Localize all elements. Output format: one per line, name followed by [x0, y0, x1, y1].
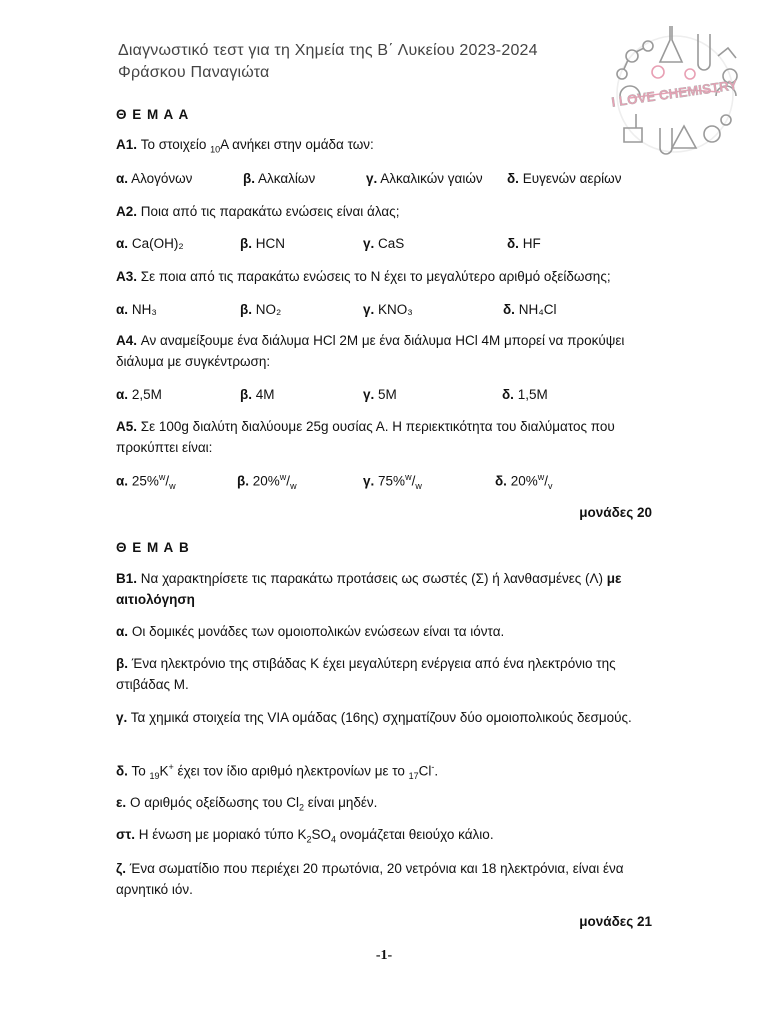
- option-d: δ. HF: [507, 236, 541, 251]
- svg-text:I LOVE CHEMISTRY: I LOVE CHEMISTRY: [610, 77, 739, 110]
- chemistry-logo: [600, 16, 750, 166]
- option-d: δ. $20\%^w/_v$: [495, 472, 553, 492]
- option-a: α. Αλογόνων: [116, 171, 193, 186]
- question-text: Σε 100g διαλύτη διαλύουμε 25g ουσίας Α. Η περιεκτικότητα του διαλύματος που προκύπτει είναι:: [116, 419, 615, 455]
- option-a: α. $25\%^w/_w$: [116, 472, 176, 492]
- question-number: A2.: [116, 204, 138, 219]
- options-a3: [0, 302, 768, 322]
- option-b: β. $20\%^w/_w$: [237, 472, 297, 492]
- question-a3: [116, 269, 611, 284]
- option-b: β. NO₂: [240, 302, 282, 317]
- question-text: Α ανήκει στην ομάδα των:: [220, 137, 374, 152]
- question-a1: [116, 137, 374, 155]
- option-a: α. Ca(OH)₂: [116, 236, 184, 251]
- question-text: Σε ποια από τις παρακάτω ενώσεις το Ν έχει το μεγαλύτερο αριθμό οξείδωσης;: [140, 269, 611, 284]
- chemistry-lab-icon: [600, 16, 750, 166]
- section-heading-a: Θ Ε Μ Α Α: [116, 107, 190, 122]
- question-text: Αν αναμείξουμε ένα διάλυμα HCl 2M με ένα διάλυμα HCl 4M μπορεί να προκύψει διάλυμα με συγκέντρωση:: [116, 333, 625, 369]
- section-heading-b: Θ Ε Μ Α Β: [116, 540, 190, 555]
- options-a4: [0, 387, 768, 407]
- question-b1: [116, 568, 656, 610]
- statement-f: στ. Η ένωση με μοριακό τύπο $K_2SO_4$ ονομάζεται θειούχο κάλιο.: [116, 827, 494, 845]
- question-number: A1.: [116, 137, 138, 152]
- option-c: γ. KNO₃: [363, 302, 413, 317]
- option-b: β. Αλκαλίων: [243, 171, 316, 186]
- question-text: Ποια από τις παρακάτω ενώσεις είναι άλας;: [140, 204, 400, 219]
- option-b: β. HCN: [240, 236, 286, 251]
- statement-a: α. Οι δομικές μονάδες των ομοιοπολικών ενώσεων είναι τα ιόντα.: [116, 624, 505, 639]
- option-c: γ. $75\%^w/_w$: [363, 472, 422, 492]
- option-a: α. 2,5M: [116, 387, 162, 402]
- question-number: A5.: [116, 419, 138, 434]
- options-a2: [0, 236, 768, 256]
- document-author: Φράσκου Παναγιώτα: [118, 64, 270, 81]
- question-text: Να χαρακτηρίσετε τις παρακάτω προτάσεις ως σωστές (Σ) ή λανθασμένες (Λ): [140, 571, 607, 586]
- statement-c: γ. Τα χημικά στοιχεία της VIA ομάδας (16ης) σχηματίζουν δύο ομοιοπολικούς δεσμούς.: [116, 710, 632, 725]
- question-a5: [116, 416, 656, 458]
- points-a: μονάδες 20: [579, 505, 652, 520]
- page-number: -1-: [375, 948, 393, 963]
- statement-e: ε. Ο αριθμός οξείδωσης του $Cl_2$ είναι μηδέν.: [116, 795, 378, 813]
- option-c: γ. Αλκαλικών γαιών: [366, 171, 483, 186]
- option-c: γ. 5M: [363, 387, 397, 402]
- option-b: β. 4M: [240, 387, 275, 402]
- option-d: δ. Ευγενών αερίων: [507, 171, 622, 186]
- option-a: α. NH₃: [116, 302, 157, 317]
- options-a1: [0, 171, 768, 191]
- statement-d: δ. Το $_{19}$K+ έχει τον ίδιο αριθμό ηλεκτρονίων με το $_{17}$Cl-.: [116, 762, 439, 782]
- option-c: γ. CaS: [363, 236, 405, 251]
- question-a4: [116, 330, 656, 372]
- statement-g: ζ. Ένα σωματίδιο που περιέχει 20 πρωτόνια, 20 νετρόνια και 18 ηλεκτρόνια, είναι ένα αρνητικό ιόν.: [116, 861, 624, 897]
- atomic-number: 10: [210, 144, 221, 155]
- question-number: A3.: [116, 269, 138, 284]
- option-d: δ. NH₄Cl: [503, 302, 557, 317]
- options-a5: [0, 472, 768, 492]
- question-text: Το στοιχείο: [140, 137, 211, 152]
- question-emphasis: με αιτιολόγηση: [116, 571, 622, 607]
- option-d: δ. 1,5M: [502, 387, 548, 402]
- question-number: A4.: [116, 333, 138, 348]
- statement-b: β. Ένα ηλεκτρόνιο της στιβάδας Κ έχει μεγαλύτερη ενέργεια από ένα ηλεκτρόνιο της στιβάδας Μ.: [116, 656, 616, 692]
- points-b: μονάδες 21: [579, 914, 652, 929]
- question-a2: [116, 204, 399, 219]
- question-number: B1.: [116, 571, 138, 586]
- document-title: Διαγνωστικό τεστ για τη Χημεία της Β΄ Λυκείου 2023-2024: [118, 42, 538, 59]
